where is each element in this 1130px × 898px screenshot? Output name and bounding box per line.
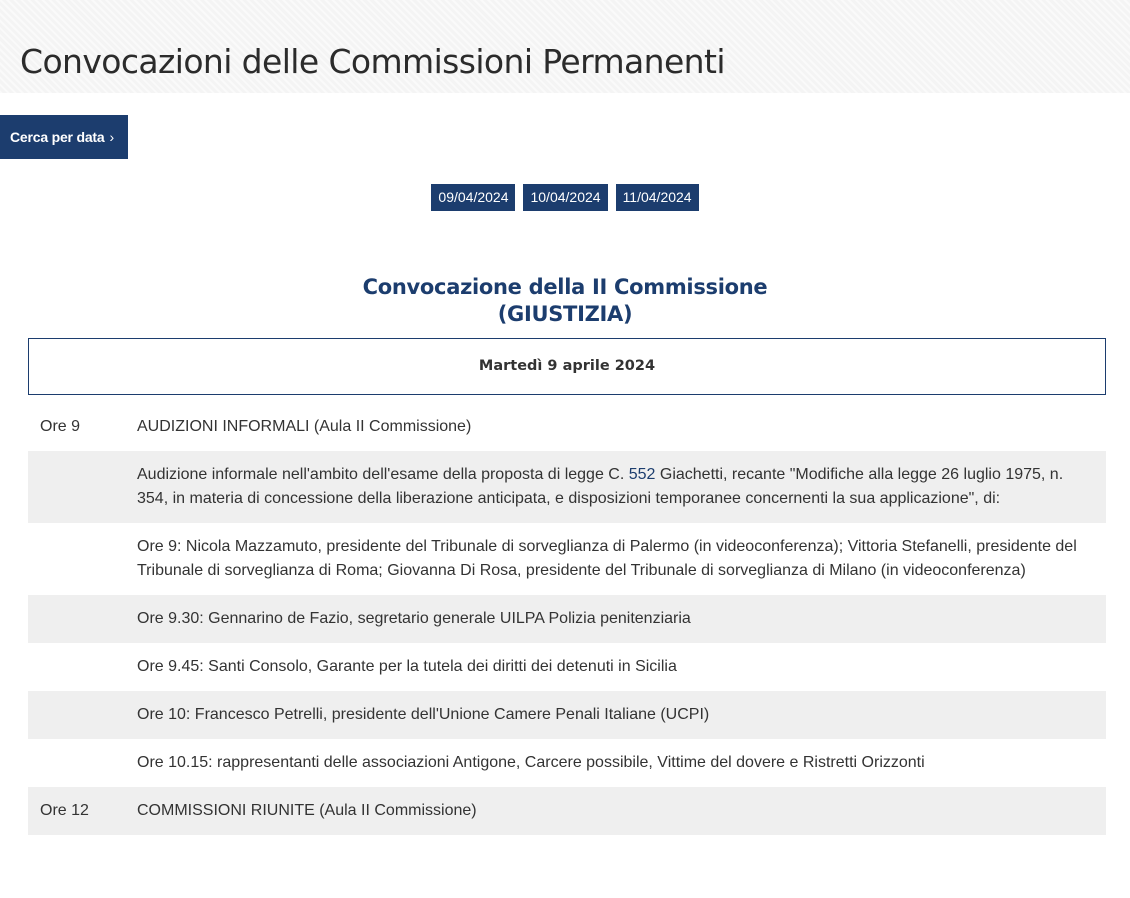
date-selector [0, 184, 1130, 211]
convocation-title-line2: (GIUSTIZIA) [497, 302, 633, 326]
schedule-row [28, 403, 1106, 451]
schedule-text: Ore 9: Nicola Mazzamuto, presidente del Tribunale di sorveglianza di Palermo (in videoconferenza); Vittoria Stefanelli, presidente del Tribunale di sorveglianza di Roma; Giovanna Di Rosa, presidente del Tribunale di sorveglianza di Milano (in videoconferenza) [137, 538, 1077, 579]
schedule-row [28, 451, 1106, 523]
schedule-text: AUDIZIONI INFORMALI (Aula II Commissione) [137, 418, 472, 435]
schedule-text: Ore 10: Francesco Petrelli, presidente dell'Unione Camere Penali Italiane (UCPI) [137, 706, 710, 723]
schedule-time [28, 463, 137, 511]
chevron-right-icon: › [109, 129, 114, 145]
date-button-11-04-2024[interactable]: 11/04/2024 [616, 184, 699, 211]
schedule-row [28, 595, 1106, 643]
schedule-time [28, 535, 137, 583]
schedule-time: Ore 9 [40, 418, 81, 435]
schedule-row [28, 691, 1106, 739]
schedule-row [28, 643, 1106, 691]
schedule-text: Ore 10.15: rappresentanti delle associazioni Antigone, Carcere possibile, Vittime del dovere e Ristretti Orizzonti [137, 754, 925, 771]
schedule-text: Ore 9.30: Gennarino de Fazio, segretario generale UILPA Polizia penitenziaria [137, 610, 691, 627]
date-button-09-04-2024[interactable]: 09/04/2024 [431, 184, 515, 211]
session-day: Martedì 9 aprile 2024 [28, 338, 1106, 395]
schedule-text: Ore 9.45: Santi Consolo, Garante per la tutela dei diritti dei detenuti in Sicilia [137, 658, 677, 675]
convocation-title-line1: Convocazione della II Commissione [362, 275, 768, 299]
schedule-text-part: Giachetti, recante "Modifiche alla legge 26 luglio 1975, n. 354, in materia di concessione della liberazione anticipata, e disposizioni temporanee concernenti la sua applicazione", di: [137, 466, 1064, 507]
schedule-list [28, 403, 1106, 835]
page-header [0, 0, 1130, 93]
schedule-row [28, 523, 1106, 595]
convocation-title [0, 274, 1130, 328]
schedule-row [28, 787, 1106, 835]
schedule-time [28, 655, 137, 679]
schedule-text [137, 463, 1106, 511]
search-by-date-label: Cerca per data [10, 129, 105, 145]
schedule-time [28, 703, 137, 727]
schedule-time [28, 751, 137, 775]
schedule-time [28, 607, 137, 631]
bill-link[interactable]: 552 [628, 466, 656, 483]
schedule-row [28, 739, 1106, 787]
date-button-10-04-2024[interactable]: 10/04/2024 [523, 184, 607, 211]
schedule-time: Ore 12 [40, 802, 89, 819]
page-title: Convocazioni delle Commissioni Permanenti [20, 42, 725, 81]
schedule-text-part: Audizione informale nell'ambito dell'esame della proposta di legge C. [137, 466, 629, 483]
schedule-text: COMMISSIONI RIUNITE (Aula II Commissione) [137, 802, 477, 819]
search-by-date-button[interactable] [0, 115, 128, 159]
